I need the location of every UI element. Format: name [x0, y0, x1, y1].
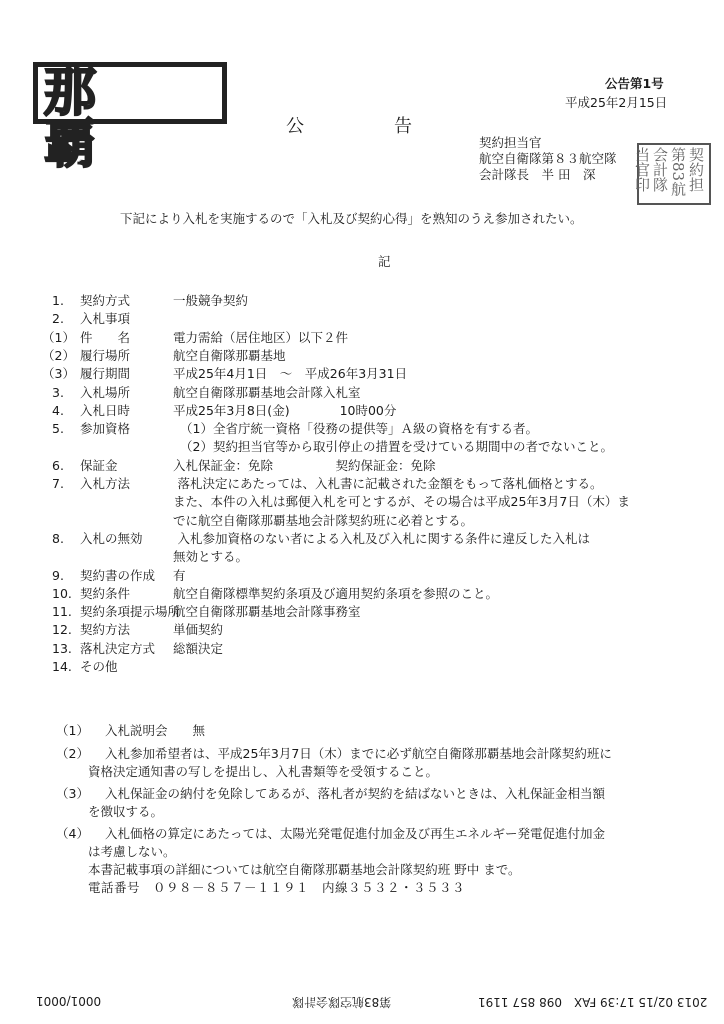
officer-line-3: 会計隊長 半 田 深 [479, 167, 596, 182]
other-text: 入札価格の算定にあたっては、太陽光発電促進付加金及び再生エネルギー発電促進付加金 [105, 826, 606, 841]
item-label: 入札の無効 [80, 530, 143, 546]
item-value: 航空自衛隊那覇基地会計隊入札室 [173, 384, 361, 400]
seal-text-4: 当官印 [633, 147, 651, 192]
item-value: また、本件の入札は郵便入札を可とするが、その場合は平成25年3月7日（木）ま [173, 494, 630, 510]
other-number: （1） [56, 723, 89, 738]
other-text: 資格決定通知書の写しを提出し、入札書類等を受領すること。 [88, 764, 439, 779]
item-number: 7. [52, 476, 64, 491]
item-label: 履行期間 [80, 366, 131, 382]
item-number: （3） [42, 366, 75, 382]
item-label: 保証金 [80, 457, 118, 473]
seal-text-1: 契約担 [687, 147, 705, 192]
notice-date: 平成25年2月15日 [565, 95, 668, 110]
item-value: 平成25年4月1日 ～ 平成26年3月31日 [173, 366, 408, 382]
item-number: 8. [52, 530, 64, 546]
footer-center: 第83航空隊会計隊 [292, 995, 392, 1009]
stamp: 那 覇 [33, 62, 227, 124]
other-number: （3） [56, 786, 89, 801]
item-label: 入札方法 [80, 476, 131, 491]
item-label: 契約書の作成 [80, 567, 156, 583]
item-value: でに航空自衛隊那覇基地会計隊契約班に必着とする。 [173, 512, 474, 528]
notice-title: 公 告 [286, 116, 430, 137]
other-text: を徴収する。 [88, 804, 164, 819]
item-value: 有 [173, 567, 186, 583]
item-number: 14. [52, 659, 72, 674]
other-text: 入札参加希望者は、平成25年3月7日（木）までに必ず航空自衛隊那覇基地会計隊契約班に [105, 746, 612, 761]
item-value: 平成25年3月8日(金) 10時00分 [173, 402, 397, 418]
item-number: 2. [52, 311, 64, 327]
item-value: 航空自衛隊那覇基地会計隊事務室 [173, 604, 361, 620]
other-text: 入札説明会 無 [105, 723, 206, 738]
item-number: 11. [52, 604, 72, 620]
item-label: 契約条項提示場所 [80, 604, 181, 620]
item-value: 一般競争契約 [173, 293, 249, 308]
item-label: 件 名 [80, 329, 131, 345]
item-value: （1）全省庁統一資格「役務の提供等」Ａ級の資格を有する者。 [180, 421, 538, 437]
ki-heading: 記 [378, 254, 391, 269]
item-number: 12. [52, 622, 72, 638]
item-number: （2） [42, 347, 75, 363]
item-value: 落札決定にあたっては、入札書に記載された金額をもって落札価格とする。 [165, 476, 603, 491]
other-text: は考慮しない。 [88, 844, 176, 859]
item-value: 入札参加資格のない者による入札及び入札に関する条件に違反した入札は [165, 530, 591, 546]
notice-number: 公告第1号 [605, 76, 664, 91]
item-label: その他 [80, 659, 118, 674]
item-label: 落札決定方式 [80, 640, 156, 656]
item-label: 入札日時 [80, 402, 131, 418]
footer-left: 2013 02/15 17:39 FAX 098 857 1191 [478, 995, 708, 1009]
item-number: 10. [52, 585, 72, 601]
item-number: （1） [42, 329, 75, 345]
officer-line-1: 契約担当官 [479, 135, 542, 150]
item-value: 単価契約 [173, 622, 224, 638]
item-label: 参加資格 [80, 421, 131, 437]
other-text: 本書記載事項の詳細については航空自衛隊那覇基地会計隊契約班 野中 まで。 [88, 862, 521, 877]
item-label: 契約条件 [80, 585, 131, 601]
item-number: 6. [52, 457, 64, 473]
item-number: 3. [52, 384, 64, 400]
item-value: 航空自衛隊那覇基地 [173, 347, 286, 363]
item-label: 履行場所 [80, 347, 131, 363]
other-text: 入札保証金の納付を免除してあるが、落札者が契約を結ばないときは、入札保証金相当額 [105, 786, 606, 801]
item-label: 入札場所 [80, 384, 131, 400]
item-number: 5. [52, 421, 64, 437]
other-text: 電話番号 ０９８－８５７－１１９１ 内線３５３２・３５３３ [88, 880, 466, 895]
item-label: 契約方式 [80, 293, 131, 308]
other-number: （4） [56, 826, 89, 841]
item-value: （2）契約担当官等から取引停止の措置を受けている期間中の者でないこと。 [180, 439, 613, 455]
item-label: 入札事項 [80, 311, 131, 327]
intro-text: 下記により入札を実施するので「入札及び契約心得」を熟知のうえ参加されたい。 [120, 211, 583, 226]
item-number: 13. [52, 640, 72, 656]
item-value: 電力需給（居住地区）以下２件 [173, 329, 349, 345]
item-value: 無効とする。 [173, 549, 249, 565]
footer-right: 0001/0001 [36, 994, 102, 1008]
item-label: 契約方法 [80, 622, 131, 638]
item-value: 航空自衛隊標準契約条項及び適用契約条項を参照のこと。 [173, 585, 499, 601]
item-number: 4. [52, 402, 64, 418]
item-value: 総額決定 [173, 640, 224, 656]
official-seal [633, 143, 711, 205]
item-number: 1. [52, 293, 64, 308]
seal-text-3: 会計隊 [651, 147, 669, 192]
seal-text-2: 第83航 [669, 147, 687, 197]
item-value: 入札保証金：免除 契約保証金：免除 [173, 457, 436, 473]
officer-line-2: 航空自衛隊第８３航空隊 [479, 151, 617, 166]
other-number: （2） [56, 746, 89, 761]
item-number: 9. [52, 567, 64, 583]
